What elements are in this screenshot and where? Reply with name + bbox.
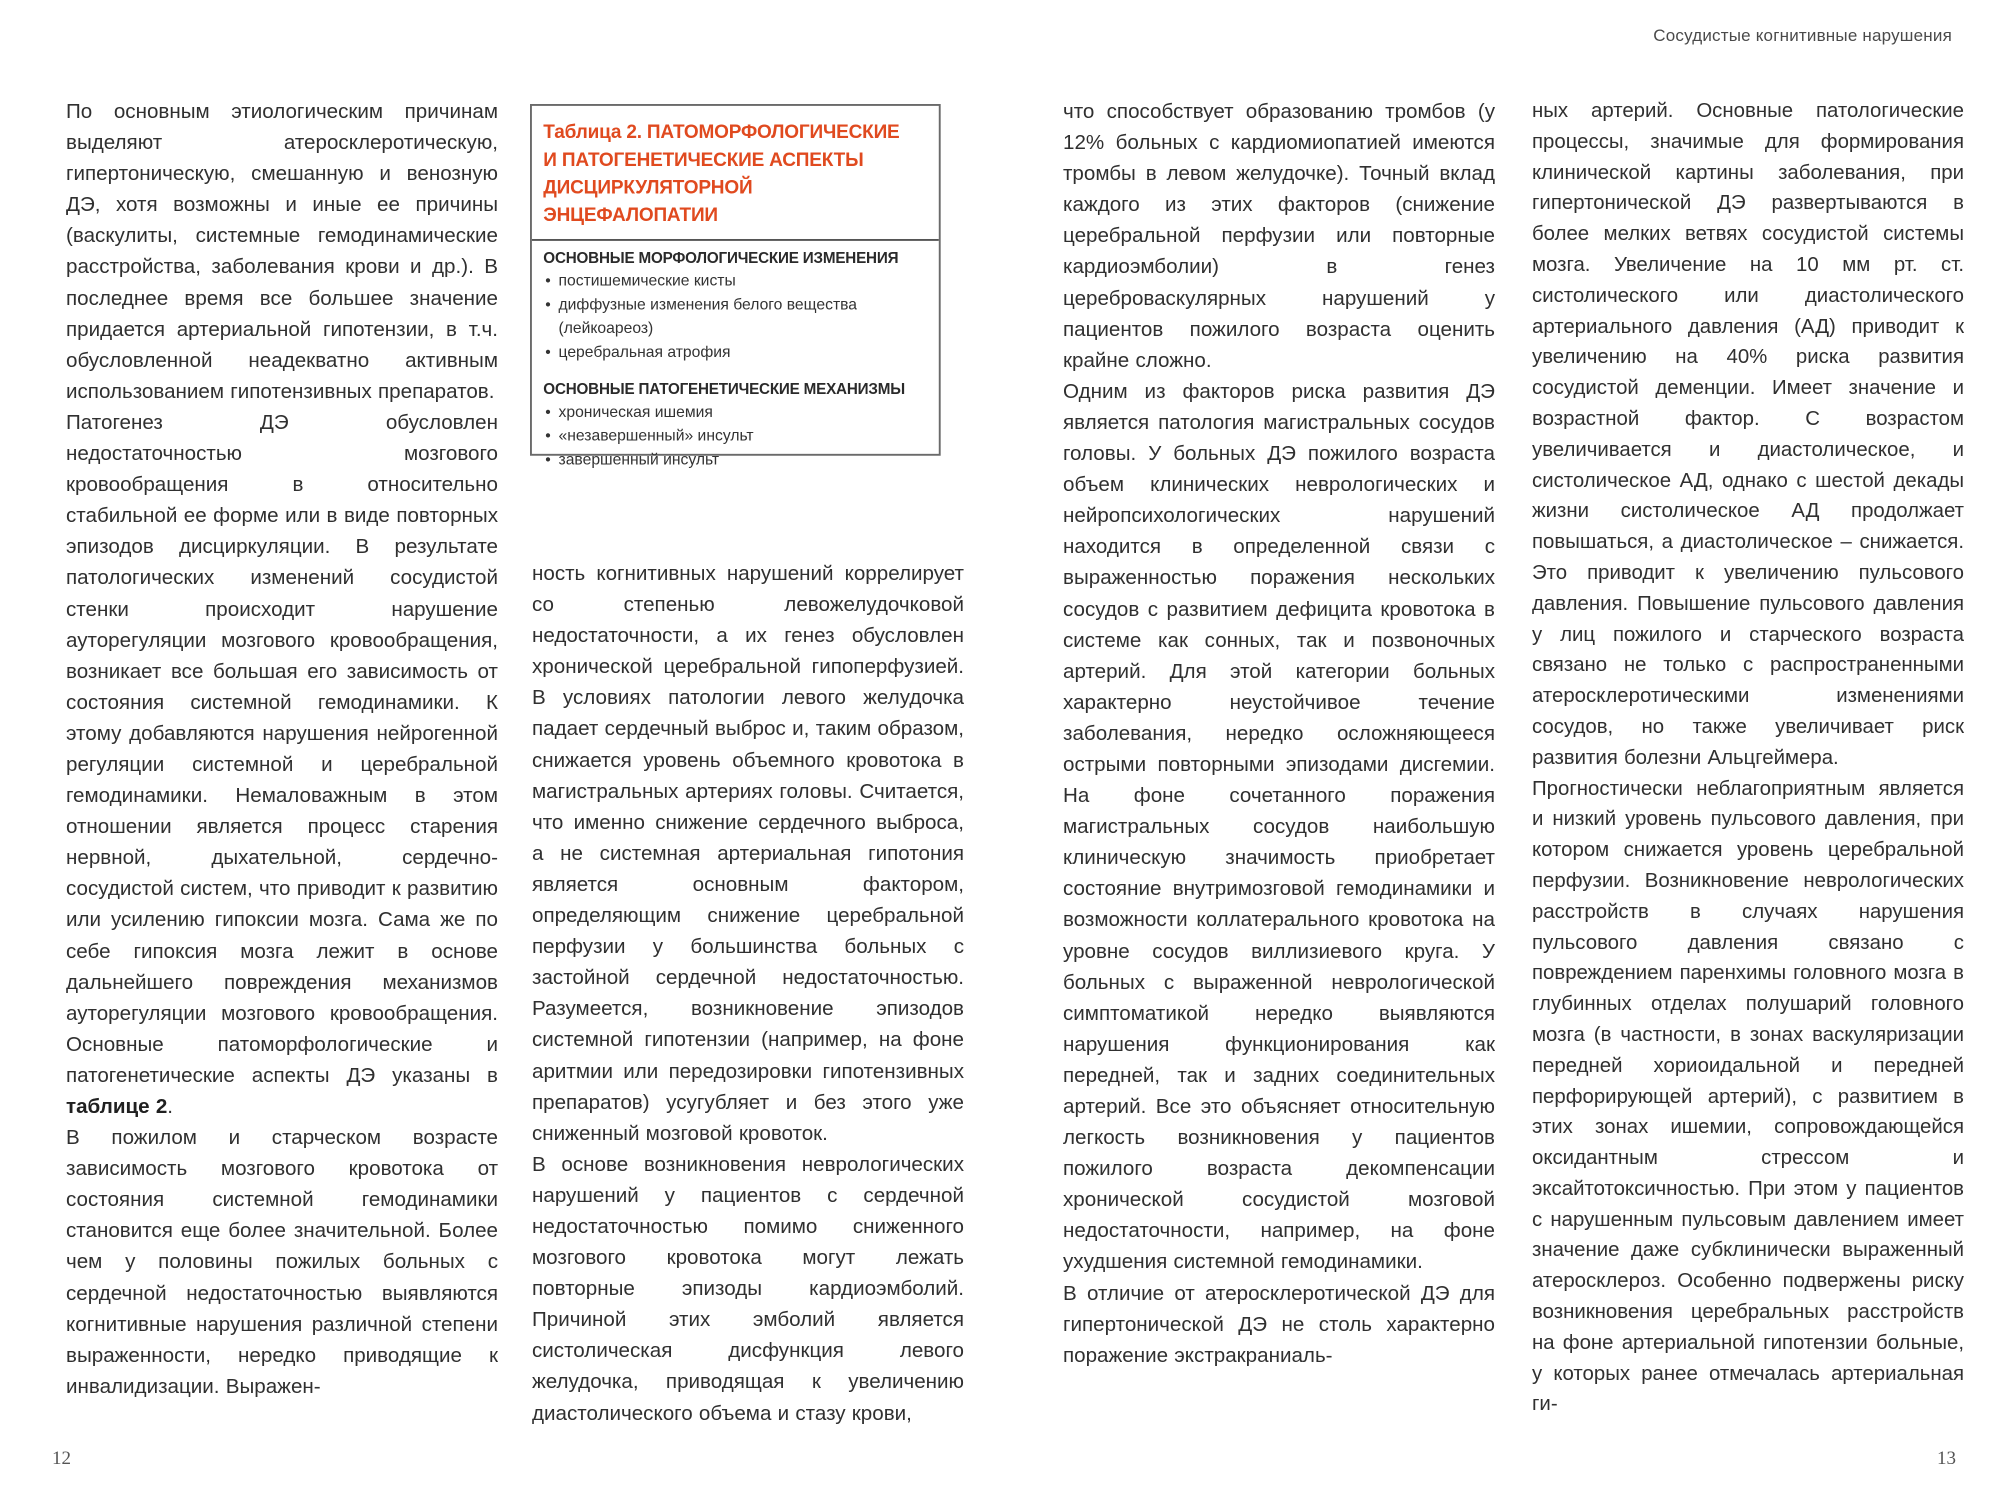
table-list-item: • постишемические кисты — [543, 269, 927, 293]
text-column-2 — [532, 558, 964, 1429]
table-title-line: ДИСЦИРКУЛЯТОРНОЙ ЭНЦЕФАЛОПАТИИ — [543, 177, 753, 226]
table-title-line: Таблица 2. ПАТОМОРФОЛОГИЧЕСКИЕ — [543, 122, 900, 143]
paragraph: ных артерий. Основные патологические процессы, значимые для формирования клинической картины заболевания, при гипертонической ДЭ развертываются в более мелких ветвях сосудистой системы мозга. Увеличение на 10 мм рт. ст. систолического или диастолического артериального давления (АД) приводит к увеличению на 40% риска развития сосудистой деменции. Имеет значение и возрастной фактор. С возрастом увеличивается и диастолическое, и систолическое АД, однако с шестой декады жизни систолическое АД продолжает повышаться, а диастолическое – снижается. Это приводит к увеличению пульсового давления. Повышение пульсового давления у лиц пожилого и старческого возраста связано не только с распространенными атеросклеротическими изменениями сосудов, но также увеличивает риск развития болезни Альцгеймера. — [1532, 100, 1964, 769]
table-section-heading: ОСНОВНЫЕ ПАТОГЕНЕТИЧЕСКИЕ МЕХАНИЗМЫ — [543, 381, 905, 398]
paragraph: По основным этиологическим причинам выделяют атеросклеротическую, гипертоническую, смешанную и венозную ДЭ, хотя возможны и иные ее причины (васкулиты, системные гемодинамические расстройства, заболевания крови и др.). В последнее время все большее значение придается артериальной гипотензии, в т.ч. обусловленной неадекватно активным использованием гипотензивных препаратов. — [66, 100, 498, 403]
table-list-item: • церебральная атрофия — [543, 341, 927, 365]
table-reference: таблице 2 — [66, 1095, 168, 1118]
table-title — [543, 119, 927, 229]
page-number-right: 13 — [1937, 1448, 1956, 1469]
text-column-4 — [1532, 96, 1964, 1420]
table-2-box — [530, 104, 941, 469]
table-list-item: • хроническая ишемия — [543, 401, 927, 425]
table-title-line: И ПАТОГЕНЕТИЧЕСКИЕ АСПЕКТЫ — [543, 149, 864, 171]
paragraph: В основе возникновения неврологических нарушений у пациентов с сердечной недостаточностью помимо сниженного мозгового кровотока могут лежать повторные эпизоды кардиоэмболий. Причиной этих эмболий является систолическая дисфункция левого желудочка, приводящая к увеличению диастолического объема и стазу крови, — [532, 1152, 964, 1425]
table-list-item: • диффузные изменения белого вещества (лейкоареоз) — [543, 293, 927, 341]
running-head: Сосудистые когнитивные нарушения — [1653, 26, 1952, 45]
table-list-morphology — [543, 269, 927, 364]
paragraph-text: . — [167, 1095, 174, 1118]
paragraph: В отличие от атеросклеротической ДЭ для гипертонической ДЭ не столь характерно поражение экстракраниаль- — [1063, 1281, 1495, 1367]
table-list-item: • завершенный инсульт — [543, 448, 927, 472]
paragraph: ность когнитивных нарушений коррелирует со степенью левожелудочковой недостаточности, а их генез обусловлен хронической церебральной гипоперфузией. В условиях патологии левого желудочка падает сердечный выброс и, таким образом, снижается уровень объемного кровотока в магистральных артериях головы. Считается, что именно снижение сердечного выброса, а не системная артериальная гипотония является основным фактором, определяющим снижение церебральной перфузии у большинства больных с застойной сердечной недостаточностью. Разумеется, возникновение эпизодов системной гипотензии (например, на фоне аритмии или передозировки гипотензивных препаратов) усугубляет и без этого уже сниженный мозговой кровоток. — [532, 562, 964, 1145]
table-list-item: • «незавершенный» инсульт — [543, 424, 927, 448]
paragraph: Одним из факторов риска развития ДЭ является патология магистральных сосудов головы. У больных ДЭ пожилого возраста объем клинических неврологических и нейропсихологических нарушений находится в определенной связи с выраженностью поражения нескольких сосудов с развитием дефицита кровотока в системе как сонных, так и позвоночных артерий. Для этой категории больных характерно неустойчивое течение заболевания, нередко осложняющееся острыми повторными эпизодами дисгемии. На фоне сочетанного поражения магистральных сосудов наибольшую клиническую значимость приобретает состояние внутримозговой гемодинамики и возможности коллатерального кровотока на уровне сосудов виллизиевого круга. У больных с выраженной неврологической симптоматикой нередко выявляются нарушения функционирования как передней, так и задних соединительных артерий. Все это объясняет относительную легкость возникновения у пациентов пожилого возраста декомпенсации хронической сосудистой мозговой недостаточности, например, на фоне ухудшения системной гемодинамики. — [1063, 379, 1495, 1274]
table-list-pathogenesis — [543, 401, 927, 472]
text-column-1 — [66, 96, 498, 1402]
paragraph-text: Патогенез ДЭ обусловлен недостаточностью мозгового кровообращения в относительно стабильной ее форме или в виде повторных эпизодов дисциркуляции. В результате патологических изменений сосудистой стенки происходит нарушение ауторегуляции мозгового кровообращения, возникает все большая его зависимость от состояния системной гемодинамики. К этому добавляются нарушения нейрогенной регуляции системной и церебральной гемодинамики. Немаловажным в этом отношении является процесс старения нервной, дыхательной, сердечно-сосудистой систем, что приводит к развитию или усилению гипоксии мозга. Сама же по себе гипоксия мозга лежит в основе дальнейшего повреждения механизмов ауторегуляции мозгового кровообращения. Основные патоморфологические и патогенетические аспекты ДЭ указаны в — [66, 410, 498, 1087]
paragraph: что способствует образованию тромбов (у 12% больных с кардиомиопатией имеются тромбы в левом желудочке). Точный вклад каждого из этих факторов (снижение церебральной перфузии или повторные кардиоэмболии) в генез цереброваскулярных нарушений у пациентов пожилого возраста оценить крайне сложно. — [1063, 100, 1495, 372]
text-column-3 — [1063, 96, 1495, 1371]
paragraph: В пожилом и старческом возрасте зависимость мозгового кровотока от состояния системной гемодинамики становится еще более значительной. Более чем у половины пожилых больных с сердечной недостаточностью выявляются когнитивные нарушения различной степени выраженности, нередко приводящие к инвалидизации. Выражен- — [66, 1126, 498, 1398]
table-divider — [532, 239, 939, 241]
page-number-left: 12 — [52, 1448, 71, 1469]
paragraph: Прогностически неблагоприятным является и низкий уровень пульсового давления, при котором снижается уровень церебральной перфузии. Возникновение неврологических расстройств в случаях нарушения пульсового давления связано с повреждением паренхимы головного мозга в глубинных отделах полушарий головного мозга (в частности, в зонах васкуляризации передней хориоидальной и передней перфорирующей артерий), с развитием в этих зонах ишемии, сопровождающейся оксидантным стрессом и эксайтотоксичностью. При этом у пациентов с нарушенным пульсовым давлением имеет значение даже субклинически выраженный атеросклероз. Особенно подвержены риску возникновения церебральных расстройств на фоне артериальной гипотензии больные, у которых ранее отмечалась артериальная ги- — [1532, 777, 1964, 1416]
paragraph — [66, 407, 498, 1122]
table-section-heading: ОСНОВНЫЕ МОРФОЛОГИЧЕСКИЕ ИЗМЕНЕНИЯ — [543, 250, 899, 267]
